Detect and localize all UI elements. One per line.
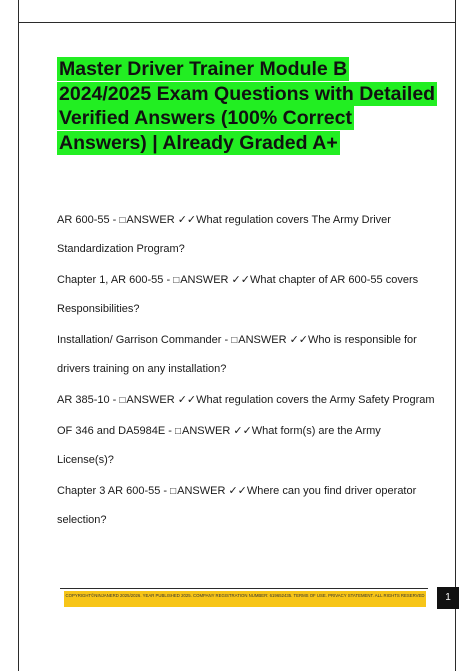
checkbox-icon: □ (231, 335, 238, 346)
document-title-text: Master Driver Trainer Module B 2024/2025 Exam Questions with Detailed Verified Answers (100% Correct Answers) | Already Graded A+ (59, 58, 436, 154)
qa-term: Chapter 1, AR 600-55 - (57, 274, 174, 286)
checkbox-icon: □ (173, 275, 180, 286)
top-margin-rule (18, 22, 456, 23)
answer-marker: ANSWER ✓✓ (177, 485, 247, 497)
qa-item (57, 386, 437, 415)
checkbox-icon: □ (119, 215, 126, 226)
qa-question: Who is responsible for drivers training on any installation? (57, 334, 417, 375)
qa-question: What form(s) are the Army License(s)? (57, 425, 381, 466)
checkbox-icon: □ (175, 426, 182, 437)
qa-item (57, 477, 437, 535)
footer-copyright-text: COPYRIGHT©NINJANERD 2025/2026. YEAR PUBLISHED 2025. COMPANY REGISTRATION NUMBER: 619652435. TERMS OF USE. PRIVACY STATEMENT. ALL RIGHTS RESERVED (65, 592, 425, 598)
answer-marker: ANSWER ✓✓ (126, 214, 197, 226)
qa-item (57, 326, 437, 384)
page-number: 1 (437, 587, 459, 609)
qa-list (57, 206, 437, 537)
left-margin-rule (18, 0, 19, 671)
qa-question: What regulation covers The Army Driver Standardization Program? (57, 214, 391, 255)
qa-question: What regulation covers the Army Safety Program (196, 394, 435, 406)
answer-marker: ANSWER ✓✓ (126, 394, 197, 406)
answer-marker: ANSWER ✓✓ (182, 425, 252, 437)
qa-item (57, 206, 437, 264)
qa-item (57, 266, 437, 324)
qa-term: AR 385-10 - (57, 394, 120, 406)
answer-marker: ANSWER ✓✓ (238, 334, 309, 346)
right-margin-rule (455, 0, 456, 671)
qa-term: AR 600-55 - (57, 214, 120, 226)
answer-marker: ANSWER ✓✓ (180, 274, 250, 286)
qa-question: Where can you find driver operator selection? (57, 485, 417, 526)
qa-question: What chapter of AR 600-55 covers Responsibilities? (57, 274, 419, 315)
qa-item (57, 417, 437, 475)
qa-term: Installation/ Garrison Commander - (57, 334, 232, 346)
checkbox-icon: □ (119, 395, 126, 406)
qa-term: Chapter 3 AR 600-55 - (57, 485, 171, 497)
footer-copyright-bar (64, 591, 426, 607)
qa-term: OF 346 and DA5984E - (57, 425, 176, 437)
checkbox-icon: □ (170, 486, 177, 497)
document-title (57, 57, 437, 155)
footer-rule (60, 588, 428, 589)
